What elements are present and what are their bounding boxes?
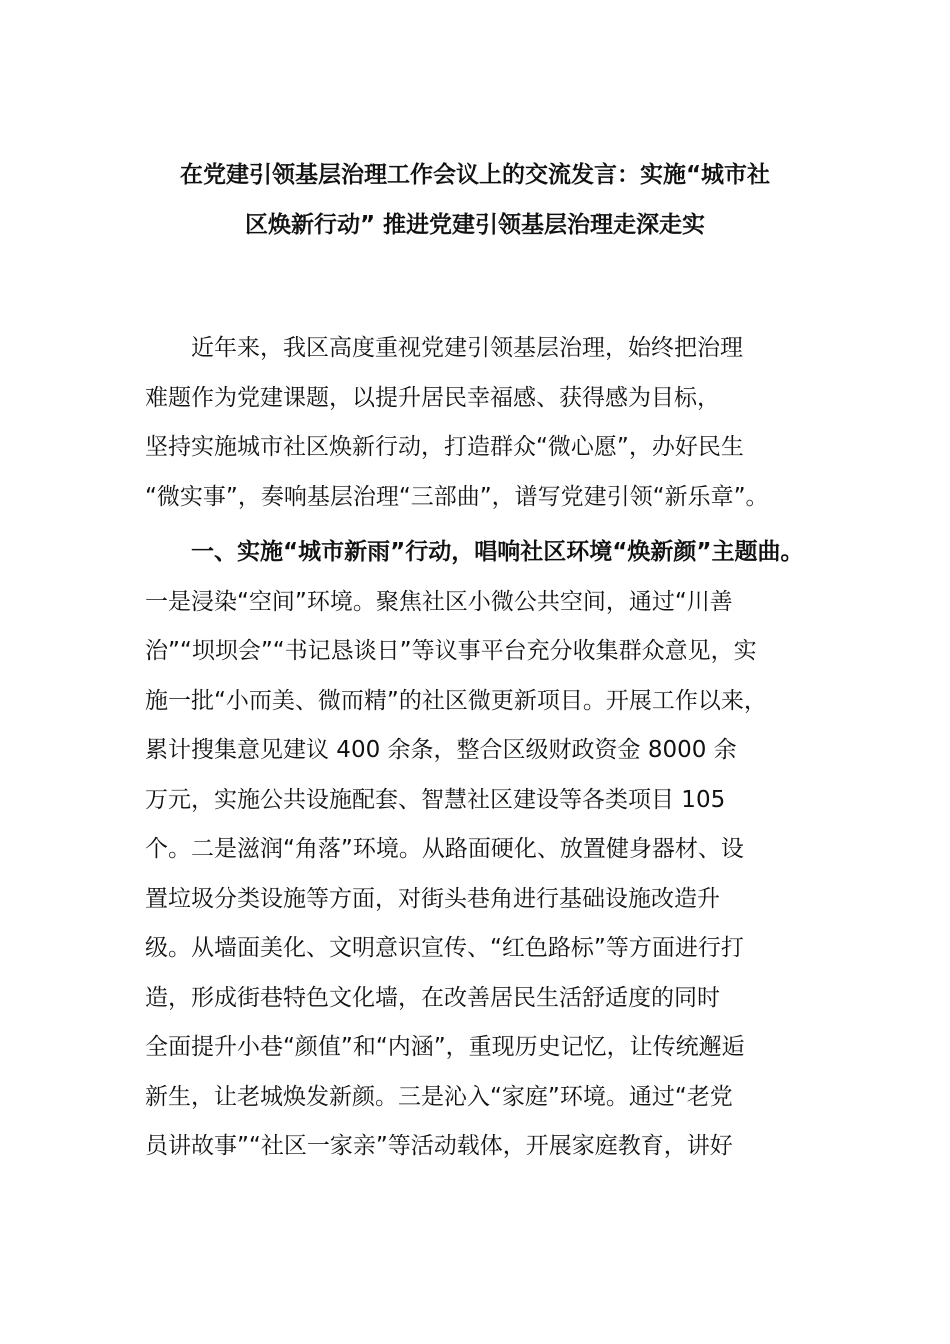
text-line: 新生，让老城焕发新颜。三是沁入“家庭”环境。通过“老党 [145,1083,733,1110]
text-line: 个。二是滋润“角落”环境。从路面硬化、放置健身器材、设 [145,836,744,862]
paragraph-section-one [145,528,835,1172]
document-body [145,324,835,1172]
text-line: 员讲故事”“社区一家亲”等活动载体，开展家庭教育，讲好 [145,1133,733,1159]
document-title [145,150,805,250]
title-line: 区焕新行动” 推进党建引领基层治理走深走实 [244,212,706,238]
text-line: 治”“坝坝会”“书记恳谈日”等议事平台充分收集群众意见，实 [145,638,757,664]
text-line: 坚持实施城市社区焕新行动，打造群众“微心愿”，办好民生 [145,434,744,460]
section-heading: 一、实施“城市新雨”行动，唱响社区环境“焕新颜”主题曲。 [145,539,804,565]
text-line: 全面提升小巷“颜值”和“内涵”，重现历史记忆，让传统邂逅 [145,1034,745,1060]
text-line: 一是浸染“空间”环境。聚焦社区小微公共空间，通过“川善 [145,588,733,615]
text-line: 累计搜集意见建议 400 余条，整合区级财政资金 8000 余 [145,737,737,763]
text-line: 置垃圾分类设施等方面，对街头巷角进行基础设施改造升 [145,885,720,912]
text-line: 近年来，我区高度重视党建引领基层治理，始终把治理 [145,335,743,361]
text-line: 万元，实施公共设施配套、智慧社区建设等各类项目 105 [145,786,726,813]
text-line: 造，形成街巷特色文化墙，在改善居民生活舒适度的同时 [145,984,720,1011]
text-line: 难题作为党建课题，以提升居民幸福感、获得感为目标， [145,384,720,411]
paragraph-intro [145,324,835,522]
text-line: 级。从墙面美化、文明意识宣传、“红色路标”等方面进行打 [145,935,744,961]
text-line: 施一批“小而美、微而精”的社区微更新项目。开展工作以来， [145,687,767,714]
title-line: 在党建引领基层治理工作会议上的交流发言：实施“城市社 [179,162,771,188]
text-line: “微实事”，奏响基层治理“三部曲”，谱写党建引领“新乐章”。 [145,483,769,510]
